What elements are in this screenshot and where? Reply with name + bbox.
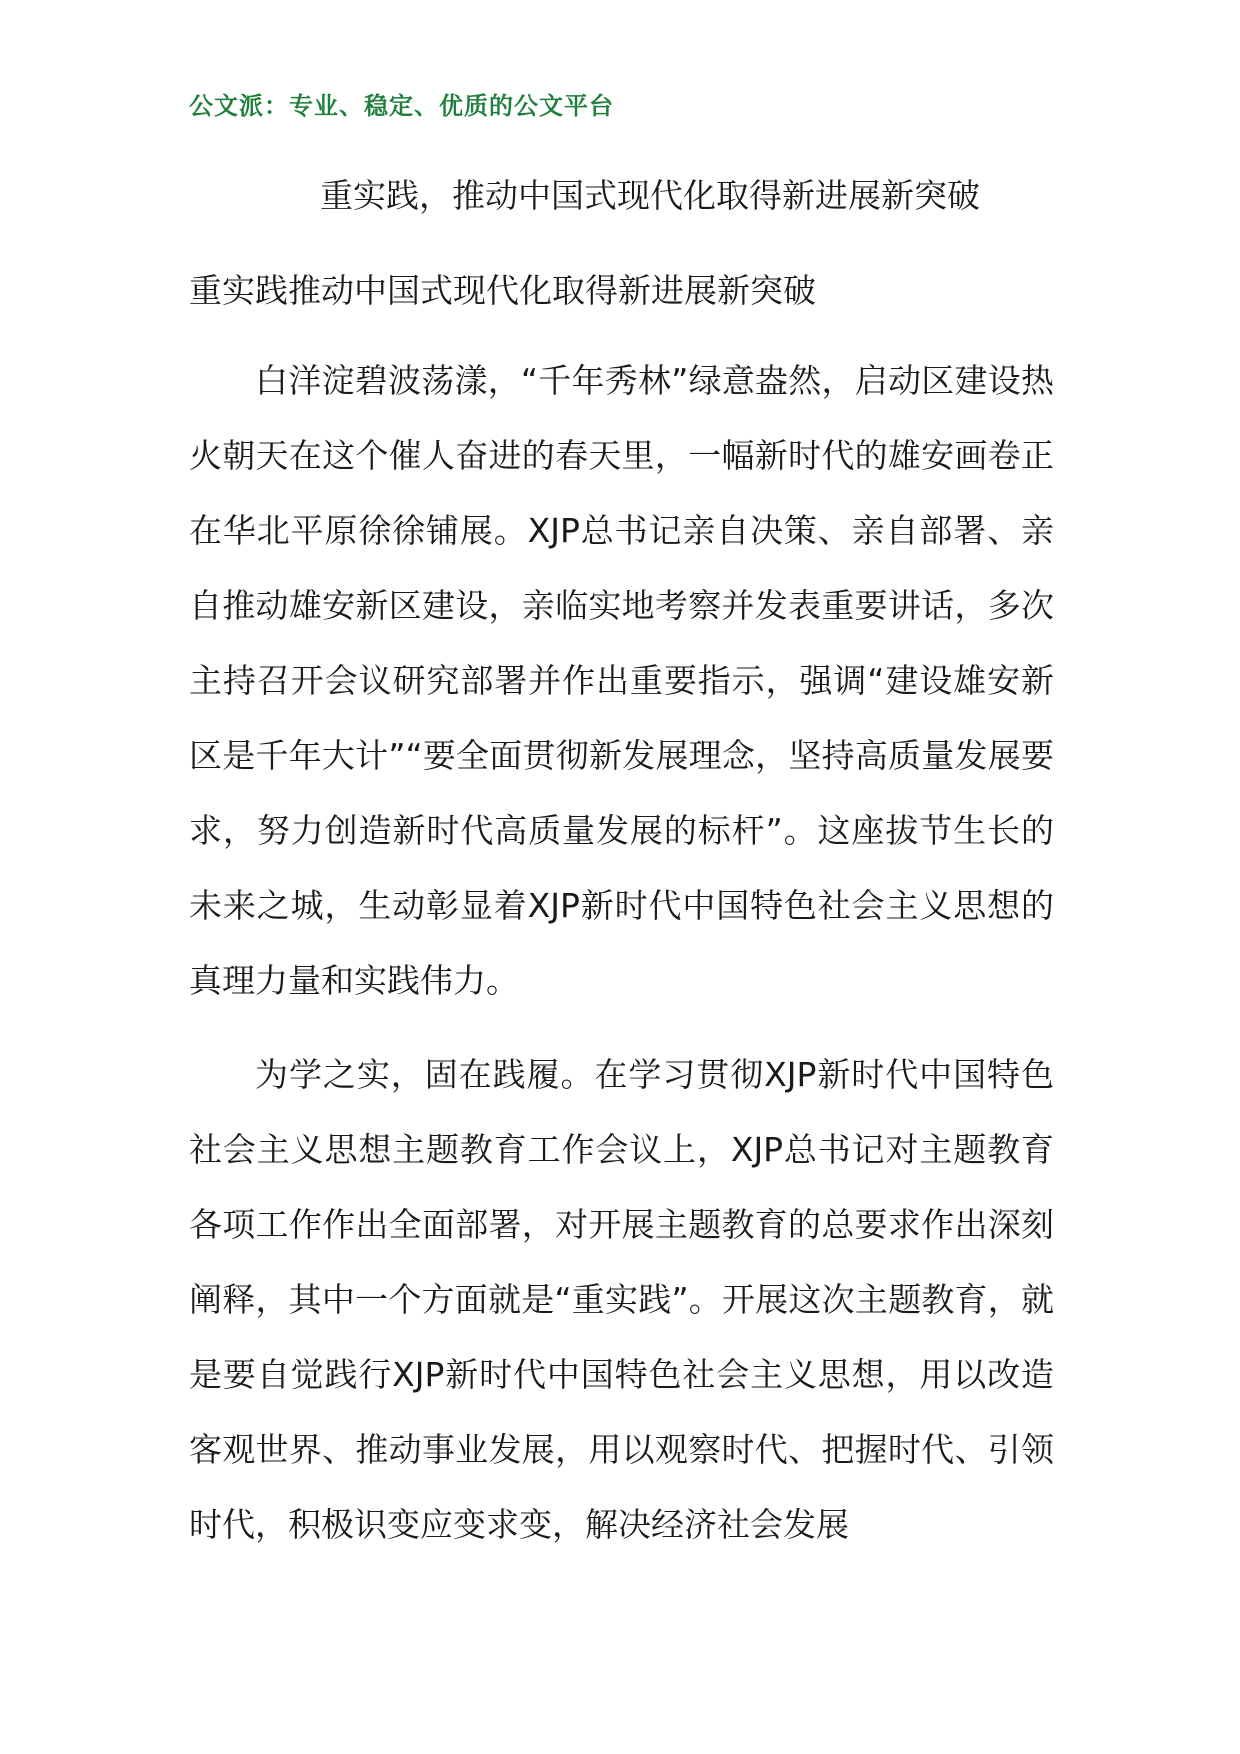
document-subtitle: 重实践推动中国式现代化取得新进展新突破: [189, 271, 816, 310]
header-note: 公文派：专业、稳定、优质的公文平台: [189, 92, 614, 120]
body-paragraph: 为学之实，固在践履。在学习贯彻XJP新时代中国特色社会主义思想主题教育工作会议上，XJP总书记对主题教育各项工作作出全面部署，对开展主题教育的总要求作出深刻阐释，其中一个方面就是“重实践”。开展这次主题教育，就是要自觉践行XJP新时代中国特色社会主义思想，用以改造客观世界、推动事业发展，用以观察时代、把握时代、引领时代，积极识变应变求变，解决经济社会发展: [189, 1055, 1054, 1544]
body-paragraph: 白洋淀碧波荡漾，“千年秀林”绿意盎然，启动区建设热火朝天在这个催人奋进的春天里，一幅新时代的雄安画卷正在华北平原徐徐铺展。XJP总书记亲自决策、亲自部署、亲自推动雄安新区建设，亲临实地考察并发表重要讲话，多次主持召开会议研究部署并作出重要指示，强调“建设雄安新区是千年大计”“要全面贯彻新发展理念，坚持高质量发展要求，努力创造新时代高质量发展的标杆”。这座拔节生长的未来之城，生动彰显着XJP新时代中国特色社会主义思想的真理力量和实践伟力。: [189, 361, 1054, 1000]
document-title: 重实践，推动中国式现代化取得新进展新突破: [320, 176, 980, 215]
